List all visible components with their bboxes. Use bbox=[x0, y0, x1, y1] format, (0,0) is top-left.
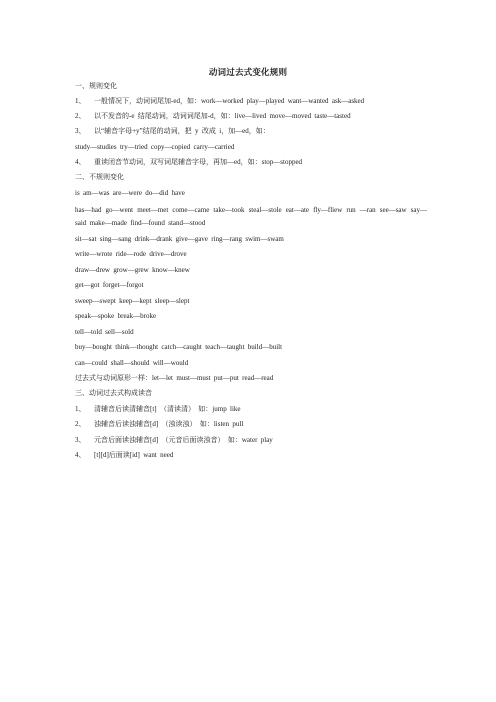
rule-number: 4、 bbox=[75, 158, 86, 166]
rule-number: 1、 bbox=[75, 97, 86, 105]
rule-text: 浊辅音后读浊辅音[d] （浊读浊） 如：listen pull bbox=[94, 420, 244, 428]
rule-item bbox=[75, 127, 427, 135]
rule-text: 重读闭音节动词，双写词尾辅音字母，再加—ed，如：stop—stopped bbox=[94, 158, 303, 166]
rule-text: 以不发音的-e 结尾动词，动词词尾加-d，如：live—lived move—moved taste—tasted bbox=[94, 112, 351, 120]
verb-line: sit—sat sing—sang drink—drank give—gave ring—rang swim—swam bbox=[75, 235, 284, 243]
rule-text: 元音后面读浊辅音[d] （元音后面读浊音） 如：water play bbox=[94, 436, 273, 444]
verb-line: has—had go—went meet—met come—came take—took steal—stole eat—ate fly—fliew run —ran see—saw say—said make—made find—found stand—stood bbox=[75, 206, 427, 227]
rule-text: 清辅音后读清辅音[t] （清读清） 如：jump like bbox=[94, 405, 241, 413]
section-heading-regular: 一、规则变化 bbox=[75, 82, 117, 90]
verb-line: sweep—swept keep—kept sleep—slept bbox=[75, 297, 190, 305]
rule-text: 一般情况下，动词词尾加-ed，如：work—worked play—played want—wanted ask—asked bbox=[94, 97, 365, 105]
section-heading-irregular: 二、不规则变化 bbox=[75, 173, 124, 181]
verb-line: buy—bought think—thought catch—caught teach—taught build—built bbox=[75, 343, 283, 351]
verb-line: draw—drew grow—grew know—knew bbox=[75, 266, 190, 274]
document-title: 动词过去式变化规则 bbox=[208, 67, 288, 77]
verb-line: get—got forget—forgot bbox=[75, 281, 144, 289]
rule-item bbox=[75, 97, 427, 105]
verb-line: tell—told sell—sold bbox=[75, 328, 134, 336]
rule-number: 1、 bbox=[75, 405, 86, 413]
rule-number: 3、 bbox=[75, 127, 86, 135]
pronunciation-item bbox=[75, 436, 427, 444]
verb-line: speak—spoke break—broke bbox=[75, 312, 157, 320]
verb-line: write—wrote ride—rode drive—drove bbox=[75, 250, 187, 258]
pronunciation-item bbox=[75, 420, 427, 428]
rule-item bbox=[75, 112, 427, 120]
rule-text: 以“辅音字母+y”结尾的动词，把 y 改成 i，加—ed，如： bbox=[94, 127, 270, 135]
pronunciation-item bbox=[75, 451, 427, 459]
rule-examples: study—studies try—tried copy—copied carry—carried bbox=[75, 143, 235, 151]
rule-number: 4、 bbox=[75, 451, 86, 459]
verb-line: is am—was are—were do—did have bbox=[75, 189, 185, 197]
section-heading-pronunciation: 三、动词过去式构成读音 bbox=[75, 389, 152, 397]
verb-line: 过去式与动词原形一样：let—let must—must put—put read—read bbox=[75, 374, 274, 382]
rule-number: 3、 bbox=[75, 436, 86, 444]
pronunciation-item bbox=[75, 405, 427, 413]
rule-number: 2、 bbox=[75, 112, 86, 120]
rule-text: [t][d]后面读[id] want need bbox=[94, 451, 174, 459]
verb-line: can—could shall—should will—would bbox=[75, 359, 189, 367]
rule-number: 2、 bbox=[75, 420, 86, 428]
rule-item bbox=[75, 158, 427, 166]
